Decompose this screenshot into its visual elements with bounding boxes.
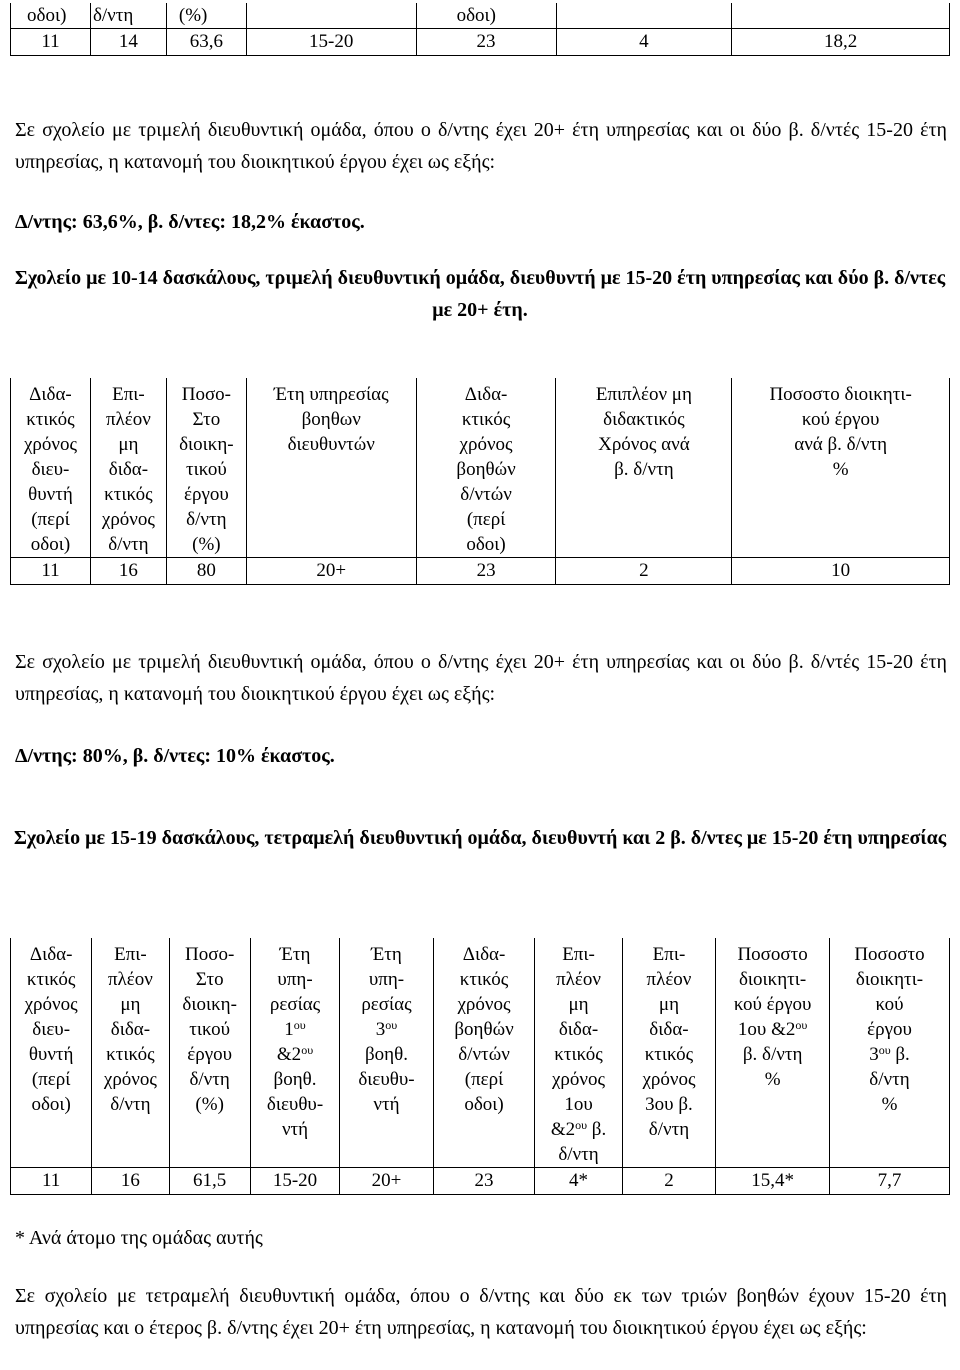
header-cell: οδοι)	[11, 3, 91, 29]
header-line: Επιπλέον μη	[595, 384, 692, 405]
header-sup: ου	[301, 1043, 314, 1057]
section-heading-3: Σχολείο με 15-19 δασκάλους, τετραμελή διευθυντική ομάδα, διευθυντή και 2 β. δ/ντες με 15-20 έτη υπηρεσίας	[13, 827, 947, 849]
header-line: μη	[658, 994, 680, 1015]
header-line: ντή	[373, 1094, 400, 1115]
header-line: οδοι)	[466, 534, 506, 555]
header-line: δ/ντών	[460, 484, 512, 505]
header-cell: δ/ντη	[90, 3, 166, 29]
header-line: δ/ντη	[186, 509, 227, 530]
header-line: διοικητι-	[738, 969, 807, 990]
header-line: διευθυντών	[287, 434, 375, 455]
header-pososto-3	[830, 938, 950, 1168]
header-line	[342, 1017, 430, 1042]
header-pososto-1-2	[716, 938, 830, 1168]
header-line: Έτη	[371, 944, 402, 965]
header-line: %	[881, 1094, 898, 1115]
header-line: διδα-	[108, 459, 149, 480]
header-line: %	[764, 1069, 781, 1090]
table-3-header	[11, 938, 950, 1168]
header-line: (%)	[195, 1094, 224, 1115]
header-didaktikos-voithon	[416, 378, 556, 558]
header-line: δ/ντη	[189, 1069, 230, 1090]
header-line: Διδα-	[29, 944, 73, 965]
header-line: δ/ντη	[108, 534, 149, 555]
header-line: χρόνος	[24, 994, 78, 1015]
table-cell: 18,2	[732, 29, 950, 56]
table-cell: 61,5	[169, 1168, 250, 1195]
header-line: διοικη-	[182, 994, 237, 1015]
header-line: (περί	[464, 1069, 504, 1090]
table-cell: 23	[416, 29, 556, 56]
header-line: δ/ντη	[110, 1094, 151, 1115]
header-line	[537, 1117, 619, 1142]
header-line: βοηθων	[301, 409, 361, 430]
paragraph-2-summary: Δ/ντης: 80%, β. δ/ντες: 10% έκαστος.	[15, 745, 335, 767]
header-line: δ/ντών	[458, 1044, 510, 1065]
table-cell: 20+	[246, 558, 416, 585]
header-sup: ου	[878, 1043, 891, 1057]
header-line: β. δ/ντη	[614, 459, 674, 480]
header-line: κτικός	[106, 1044, 155, 1065]
header-epipleon	[90, 378, 166, 558]
header-text: 3	[869, 1044, 879, 1065]
header-line: κτικός	[644, 1044, 694, 1065]
header-line: κτικός	[26, 409, 75, 430]
header-line: Στο	[195, 969, 224, 990]
table-row	[11, 29, 950, 56]
header-line: μη	[120, 994, 141, 1015]
header-line: δ/ντη	[648, 1119, 690, 1140]
header-eti-ypiresias	[246, 378, 416, 558]
header-text: &2	[550, 1119, 576, 1140]
table-cell: 15,4*	[716, 1168, 830, 1195]
header-line: βοηθών	[456, 459, 516, 480]
header-line: κού έργου	[801, 409, 880, 430]
header-line: διευθυ-	[266, 1094, 324, 1115]
table-cell: 4*	[535, 1168, 622, 1195]
table-row	[11, 558, 950, 585]
top-table-header-tail	[11, 3, 950, 29]
header-line: πλέον	[105, 409, 151, 430]
table-cell: 14	[90, 29, 166, 56]
header-line: Χρόνος ανά	[598, 434, 690, 455]
header-line: διευθυ-	[358, 1069, 415, 1090]
table-cell: 15-20	[246, 29, 416, 56]
section-heading-2: Σχολείο με 10-14 δασκάλους, τριμελή διευθυντική ομάδα, διευθυντή με 15-20 έτη υπηρεσίας και δύο β. δ/ντες με 20+ έτη.	[14, 267, 946, 321]
header-line: χρόνος	[552, 1069, 606, 1090]
top-table	[10, 3, 950, 56]
header-line: διδα-	[110, 1019, 151, 1040]
header-line: Ποσοστο	[854, 944, 925, 965]
header-line: διοικη-	[179, 434, 234, 455]
header-line: βοηθών	[454, 1019, 514, 1040]
header-line: βοηθ.	[273, 1069, 317, 1090]
header-eti-1-2-voith	[250, 938, 339, 1168]
header-line: 3ου β.	[645, 1094, 693, 1115]
header-line: κτικός	[554, 1044, 603, 1065]
table-cell: 11	[11, 1168, 92, 1195]
header-line: διδακτικός	[603, 409, 685, 430]
table-cell: 10	[732, 558, 950, 585]
paragraph-2: Σε σχολείο με τριμελή διευθυντική ομάδα, όπου ο δ/ντης έχει 20+ έτη υπηρεσίας και οι δύο β. δ/ντές 15-20 έτη υπηρεσίας, η κατανομή του διοικητικού έργου έχει ως εξής:	[15, 651, 947, 705]
header-text: 1ου &2	[737, 1019, 796, 1040]
header-line: θυντή	[28, 484, 73, 505]
header-line	[253, 1017, 337, 1042]
header-line: δ/ντη	[558, 1144, 599, 1165]
header-sup: ου	[293, 1018, 306, 1032]
header-cell	[732, 3, 950, 29]
header-pososto	[166, 378, 246, 558]
header-cell: (%)	[166, 3, 246, 29]
table-3	[10, 938, 950, 1195]
header-line: έργου	[183, 484, 229, 505]
header-line: χρόνος	[457, 994, 511, 1015]
header-cell: οδοι)	[416, 3, 556, 29]
header-line: χρόνος	[459, 434, 513, 455]
header-line: υπη-	[277, 969, 313, 990]
header-line: Επι-	[114, 944, 147, 965]
table-cell: 63,6	[166, 29, 246, 56]
header-epipleon-3	[622, 938, 715, 1168]
header-line: κτικός	[26, 969, 76, 990]
header-line: διδα-	[649, 1019, 689, 1040]
header-text: β.	[890, 1044, 910, 1065]
header-line: χρόνος	[101, 509, 155, 530]
table-cell: 16	[92, 1168, 169, 1195]
header-line: β. δ/ντη	[742, 1044, 803, 1065]
header-pososto	[169, 938, 250, 1168]
header-sup: ου	[575, 1118, 588, 1132]
table-2-header	[11, 378, 950, 558]
header-line: κτικός	[459, 969, 509, 990]
header-line: Έτη	[279, 944, 311, 965]
header-line: Ποσοστο	[737, 944, 808, 965]
header-epipleon-ana-vdnti	[556, 378, 732, 558]
table-cell: 16	[90, 558, 166, 585]
header-line: οδοι)	[30, 534, 71, 555]
header-line: τικού	[189, 1019, 231, 1040]
header-eti-3-voith	[340, 938, 433, 1168]
paragraph-3: Σε σχολείο με τετραμελή διευθυντική ομάδα, όπου ο δ/ντης και δύο εκ των τριών βοηθών έχουν 15-20 έτη υπηρεσίας και ο έτερος β. δ/ντης έχει 20+ έτη υπηρεσίας, η κατανομή του διοικητικού έργου έχει ως εξής:	[15, 1285, 947, 1339]
header-line: Επι-	[652, 944, 686, 965]
header-line: μη	[118, 434, 139, 455]
footnote: * Ανά άτομο της ομάδας αυτής	[15, 1227, 263, 1249]
header-line: διοικητι-	[855, 969, 924, 990]
table-cell: 15-20	[250, 1168, 339, 1195]
header-line: 1ου	[564, 1094, 593, 1115]
table-cell: 11	[11, 29, 91, 56]
header-line: κτικός	[461, 409, 511, 430]
header-cell	[246, 3, 416, 29]
header-didaktikos-voithon	[433, 938, 535, 1168]
paragraph-1-summary: Δ/ντης: 63,6%, β. δ/ντες: 18,2% έκαστος.	[15, 211, 365, 233]
header-text: 3	[375, 1019, 386, 1040]
table-row	[11, 1168, 950, 1195]
header-line: πλέον	[107, 969, 153, 990]
table-cell: 23	[416, 558, 556, 585]
header-cell	[556, 3, 732, 29]
header-line: (περί	[31, 509, 70, 530]
header-sup: ου	[385, 1018, 398, 1032]
table-cell: 20+	[340, 1168, 433, 1195]
header-line: Επι-	[562, 944, 595, 965]
header-line: ρεσίας	[269, 994, 321, 1015]
header-line: οδοι)	[464, 1094, 504, 1115]
header-line: (περί	[31, 1069, 71, 1090]
header-epipleon	[92, 938, 169, 1168]
header-line: ντή	[281, 1119, 309, 1140]
header-line: διευ-	[31, 459, 70, 480]
header-line: (περί	[466, 509, 506, 530]
header-line: (%)	[192, 534, 221, 555]
header-line	[718, 1017, 827, 1042]
header-line	[832, 1042, 947, 1067]
header-line: μη	[568, 994, 589, 1015]
header-line: έργου	[187, 1044, 233, 1065]
header-line: διευ-	[32, 1019, 71, 1040]
header-line: πλέον	[646, 969, 692, 990]
table-cell: 7,7	[830, 1168, 950, 1195]
header-line: Επι-	[112, 384, 145, 405]
header-line: Στο	[192, 409, 221, 430]
header-text: &2	[276, 1044, 302, 1065]
header-line: Διδα-	[462, 944, 506, 965]
table-cell: 4	[556, 29, 732, 56]
header-line: %	[832, 459, 849, 480]
header-line: χρόνος	[23, 434, 77, 455]
header-line: ανά β. δ/ντη	[794, 434, 888, 455]
header-pososto-ana-vdnti	[732, 378, 950, 558]
header-epipleon-1-2	[535, 938, 622, 1168]
header-text: β.	[587, 1119, 607, 1140]
table-cell: 80	[166, 558, 246, 585]
header-didaktikos-xronos	[11, 378, 91, 558]
header-sup: ου	[795, 1018, 808, 1032]
header-line: Ποσο-	[185, 944, 235, 965]
header-line: βοηθ.	[364, 1044, 408, 1065]
header-line: Ποσοστο διοικητι-	[769, 384, 912, 405]
header-line: Διδα-	[29, 384, 72, 405]
table-cell: 2	[622, 1168, 715, 1195]
table-cell: 11	[11, 558, 91, 585]
header-line: ρεσίας	[361, 994, 412, 1015]
header-line: δ/ντη	[869, 1069, 910, 1090]
header-line: Διδα-	[464, 384, 508, 405]
header-line: θυντή	[28, 1044, 74, 1065]
header-line: τικού	[185, 459, 227, 480]
header-line: χρόνος	[103, 1069, 157, 1090]
header-line: πλέον	[556, 969, 601, 990]
header-line: έργου	[867, 1019, 912, 1040]
paragraph-1: Σε σχολείο με τριμελή διευθυντική ομάδα, όπου ο δ/ντης έχει 20+ έτη υπηρεσίας και οι δύο β. δ/ντές 15-20 έτη υπηρεσίας, η κατανομή του διοικητικού έργου έχει ως εξής:	[15, 119, 947, 173]
header-line	[253, 1042, 337, 1067]
table-cell: 2	[556, 558, 732, 585]
header-line: Ποσο-	[181, 384, 232, 405]
header-line: κτικός	[104, 484, 153, 505]
header-text: 1	[284, 1019, 294, 1040]
header-didaktikos-xronos	[11, 938, 92, 1168]
header-line: Έτη υπηρεσίας	[273, 384, 389, 405]
header-line: οδοι)	[31, 1094, 71, 1115]
header-line: χρόνος	[642, 1069, 696, 1090]
table-cell: 23	[433, 1168, 535, 1195]
header-line: κού	[875, 994, 904, 1015]
header-line: υπη-	[368, 969, 405, 990]
header-line: κού έργου	[733, 994, 812, 1015]
table-2	[10, 378, 950, 585]
header-line: διδα-	[558, 1019, 599, 1040]
